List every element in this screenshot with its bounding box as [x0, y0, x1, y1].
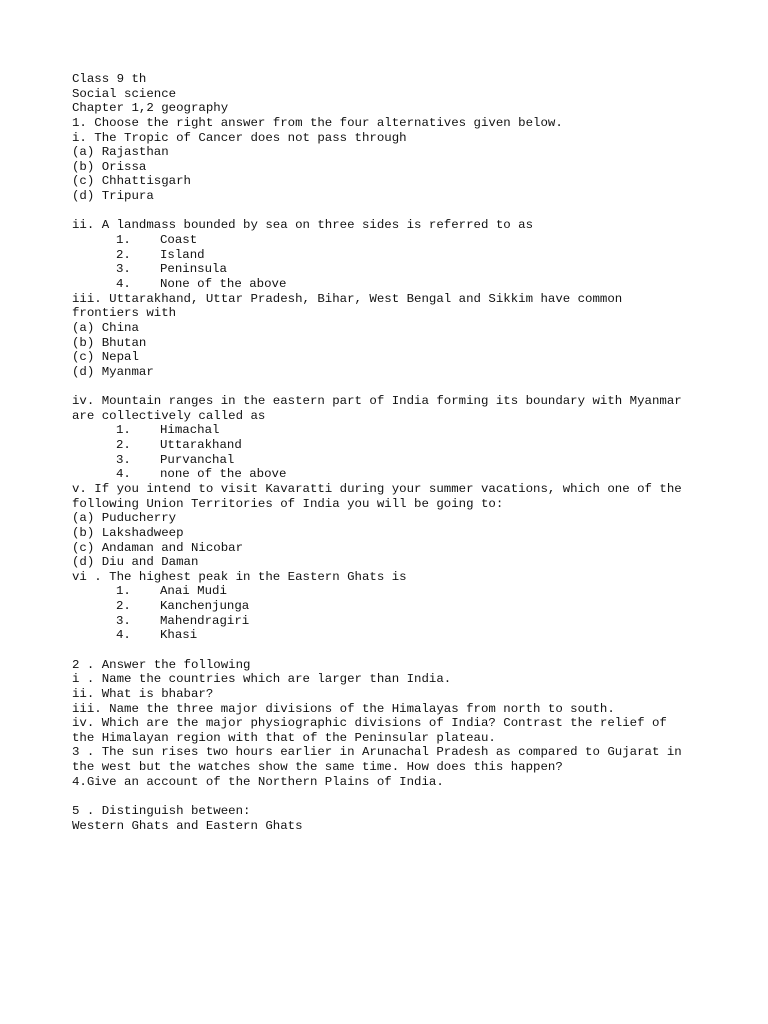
q3-question-line2: frontiers with	[72, 306, 177, 321]
q6-option-3: 3. Mahendragiri	[116, 613, 250, 628]
subject-heading: Social science	[72, 86, 177, 101]
q5-option-b: (b) Lakshadweep	[72, 525, 184, 540]
q1-option-b: (b) Orissa	[72, 159, 147, 174]
q5-question-line1: v. If you intend to visit Kavaratti during your summer vacations, which one of the	[72, 481, 682, 496]
q1-option-a: (a) Rajasthan	[72, 145, 169, 160]
q6-option-2: 2. Kanchenjunga	[116, 599, 250, 614]
section3-line: the west but the watches show the same time. How does this happen?	[72, 760, 563, 775]
q2-option-4: 4. None of the above	[116, 276, 287, 291]
section2-line: ii. What is bhabar?	[72, 686, 214, 701]
q6-option-4: 4. Khasi	[116, 628, 198, 643]
q4-option-4: 4. none of the above	[116, 467, 287, 482]
q5-option-a: (a) Puducherry	[72, 511, 177, 526]
q3-option-d: (d) Myanmar	[72, 364, 154, 379]
q4-option-1: 1. Himachal	[116, 423, 220, 438]
class-heading: Class 9 th	[72, 72, 147, 86]
q4-question-line2: are collectively called as	[72, 408, 266, 423]
q2-question: ii. A landmass bounded by sea on three sides is referred to as	[72, 218, 534, 233]
q2-option-1: 1. Coast	[116, 233, 198, 248]
q5-option-d: (d) Diu and Daman	[72, 555, 199, 570]
q4-option-3: 3. Purvanchal	[116, 452, 235, 467]
section2-line: i . Name the countries which are larger than India.	[72, 672, 452, 687]
q4-option-2: 2. Uttarakhand	[116, 438, 242, 453]
q5-option-c: (c) Andaman and Nicobar	[72, 540, 244, 555]
spacer	[72, 204, 712, 219]
section4-line: 4.Give an account of the Northern Plains of India.	[72, 774, 444, 789]
q3-question-line1: iii. Uttarakhand, Uttar Pradesh, Bihar, West Bengal and Sikkim have common	[72, 291, 623, 306]
q3-option-c: (c) Nepal	[72, 350, 139, 365]
section5-line: Western Ghats and Eastern Ghats	[72, 818, 303, 833]
q6-option-1: 1. Anai Mudi	[116, 584, 227, 599]
q5-question-line2: following Union Territories of India you will be going to:	[72, 496, 504, 511]
q1-question: i. The Tropic of Cancer does not pass through	[72, 130, 407, 145]
q3-option-a: (a) China	[72, 320, 139, 335]
q2-option-3: 3. Peninsula	[116, 262, 227, 277]
q2-option-2: 2. Island	[116, 247, 205, 262]
section5-title: 5 . Distinguish between:	[72, 804, 251, 819]
section1-title: 1. Choose the right answer from the four alternatives given below.	[72, 115, 563, 130]
section3-line: 3 . The sun rises two hours earlier in Arunachal Pradesh as compared to Gujarat in	[72, 745, 682, 760]
spacer	[72, 379, 712, 394]
section2-line: the Himalayan region with that of the Peninsular plateau.	[72, 730, 496, 745]
q6-question: vi . The highest peak in the Eastern Ghats is	[72, 569, 407, 584]
q1-option-c: (c) Chhattisgarh	[72, 174, 191, 189]
q4-question-line1: iv. Mountain ranges in the eastern part of India forming its boundary with Myanmar	[72, 394, 682, 409]
q1-option-d: (d) Tripura	[72, 189, 154, 204]
section2-title: 2 . Answer the following	[72, 657, 251, 672]
q3-option-b: (b) Bhutan	[72, 335, 147, 350]
document-page	[72, 72, 712, 833]
section2-line: iv. Which are the major physiographic divisions of India? Contrast the relief of	[72, 716, 667, 731]
chapter-heading: Chapter 1,2 geography	[72, 101, 229, 116]
section2-line: iii. Name the three major divisions of the Himalayas from north to south.	[72, 701, 615, 716]
spacer	[72, 643, 712, 658]
spacer	[72, 789, 712, 804]
